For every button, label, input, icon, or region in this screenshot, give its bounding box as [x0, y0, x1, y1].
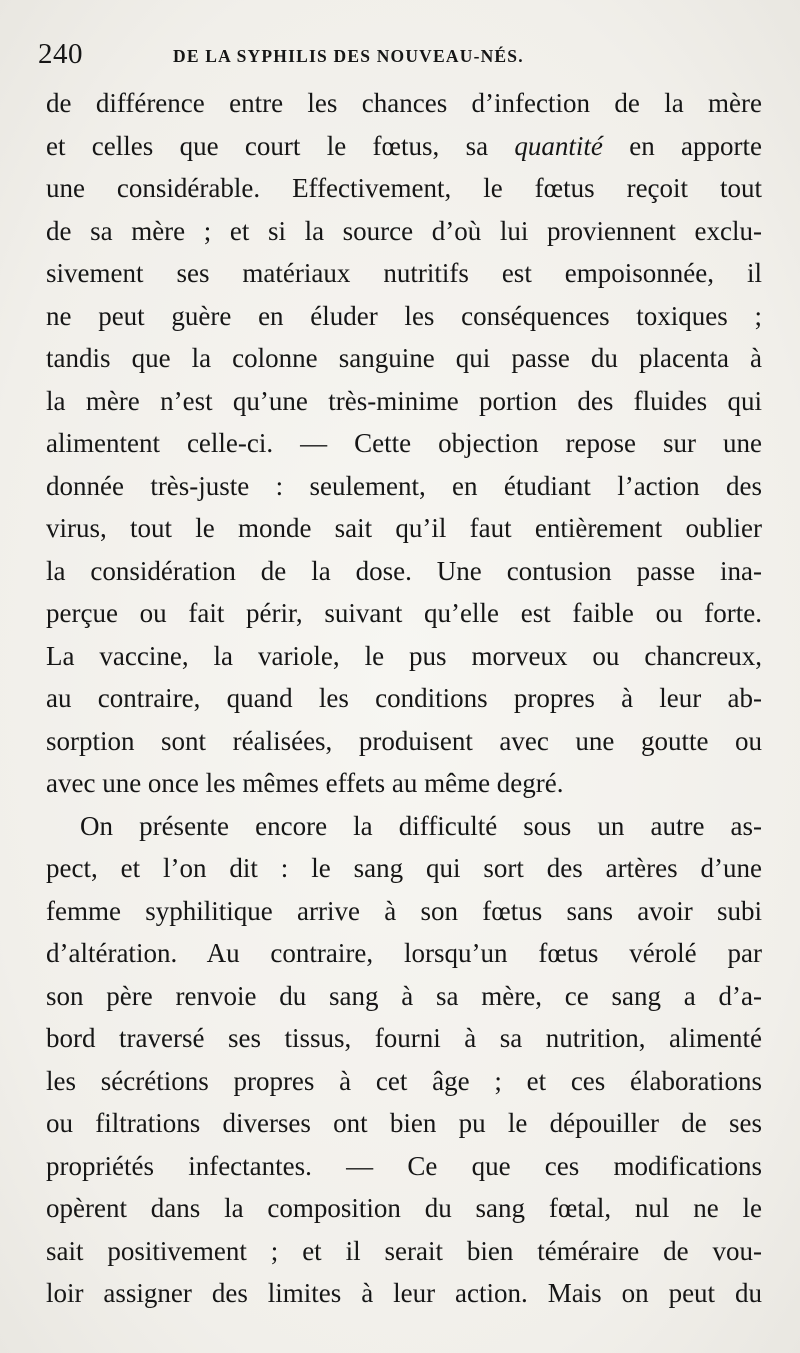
text-line [46, 125, 762, 168]
page-number: 240 [38, 38, 83, 70]
text-line: sivement ses matériaux nutritifs est empoisonnée, il [46, 258, 762, 288]
text-line: donnée très-juste : seulement, en étudiant l’action des [46, 470, 762, 501]
text-line-part: et celles que court le fœtus, sa [46, 130, 515, 161]
text-line: opèrent dans la composition du sang fœtal, nul ne le [46, 1193, 762, 1223]
text-line: avec une once les mêmes effets au même degré. [46, 768, 564, 798]
text-line: tandis que la colonne sanguine qui passe du placenta à [46, 343, 762, 373]
text-line: au contraire, quand les conditions propres à leur ab- [46, 683, 762, 713]
text-line: une considérable. Effectivement, le fœtus reçoit tout [46, 173, 762, 203]
text-line: alimentent celle-ci. — Cette objection repose sur une [46, 428, 762, 458]
text-line: pect, et l’on dit : le sang qui sort des artères d’une [46, 853, 762, 883]
text-line: On présente encore la difficulté sous un autre as- [80, 810, 762, 841]
running-title: DE LA SYPHILIS DES NOUVEAU-NÉS. [173, 46, 524, 66]
text-line: loir assigner des limites à leur action. Mais on peut du [46, 1278, 762, 1308]
text-line: sait positivement ; et il serait bien téméraire de vou- [46, 1235, 762, 1266]
text-line: ne peut guère en éluder les conséquences toxiques ; [46, 300, 762, 331]
text-line-part: en apporte [602, 130, 762, 161]
text-line: ou filtrations diverses ont bien pu le dépouiller de ses [46, 1108, 762, 1138]
text-line: virus, tout le monde sait qu’il faut entièrement oublier [46, 513, 762, 543]
text-line: femme syphilitique arrive à son fœtus sans avoir subi [46, 895, 762, 926]
text-line: son père renvoie du sang à sa mère, ce sang a d’a- [46, 980, 762, 1011]
text-line: les sécrétions propres à cet âge ; et ces élaborations [46, 1065, 762, 1096]
text-line: la considération de la dose. Une contusion passe ina- [46, 555, 762, 586]
running-head [38, 34, 758, 74]
text-line: sorption sont réalisées, produisent avec une goutte ou [46, 725, 762, 756]
text-line: d’altération. Au contraire, lorsqu’un fœtus vérolé par [46, 938, 762, 968]
text-line: de différence entre les chances d’infection de la mère [46, 88, 762, 118]
text-line: perçue ou fait périr, suivant qu’elle est faible ou forte. [46, 598, 762, 628]
text-line: bord traversé ses tissus, fourni à sa nutrition, alimenté [46, 1023, 762, 1053]
text-line: la mère n’est qu’une très-minime portion des fluides qui [46, 385, 762, 416]
text-line: propriétés infectantes. — Ce que ces modifications [46, 1150, 762, 1181]
italic-word: quantité [514, 130, 603, 161]
text-line: La vaccine, la variole, le pus morveux ou chancreux, [46, 640, 762, 671]
text-line: de sa mère ; et si la source d’où lui proviennent exclu- [46, 215, 762, 246]
body-text [46, 82, 762, 1315]
